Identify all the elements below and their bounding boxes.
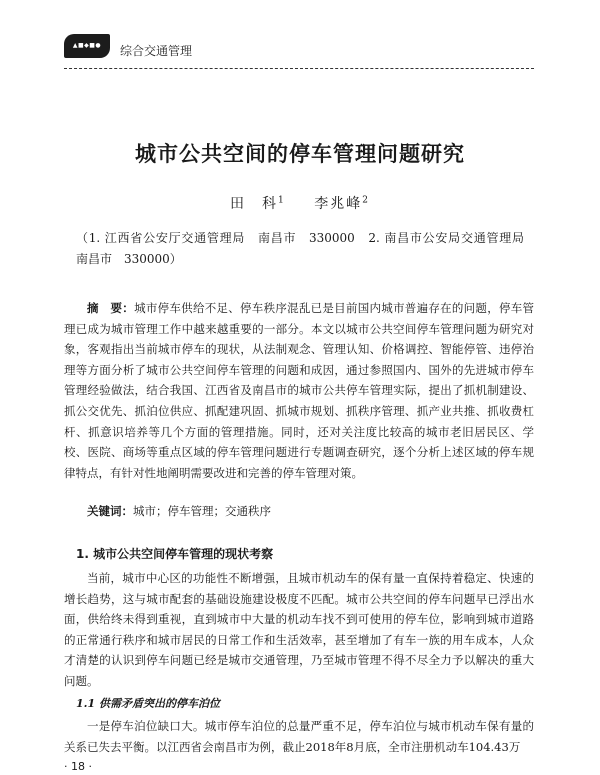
author-line <box>0 193 600 213</box>
journal-logo: ▲■◆■● <box>64 34 110 58</box>
section-1-paragraph: 当前，城市中心区的功能性不断增强，且城市机动车的保有量一直保持着稳定、快速的增长趋势，这与城市配套的基础设施建设极度不匹配。城市公共空间的停车问题早已浮出水面，供给终未得到重视，直到城市中大量的机动车找不到可使用的停车位，影响到城市道路的正常通行秩序和城市居民的日常工作和生活效率，甚至增加了有车一族的用车成本，人众才清楚的认识到停车问题已经是城市交通管理，乃至城市管理不得不尽全力予以解决的重大问题。 <box>64 571 534 688</box>
author-2-affil-mark: 2 <box>362 195 370 206</box>
section-1-1-paragraph: 一是停车泊位缺口大。城市停车泊位的总量严重不足，停车泊位与城市机动车保有量的关系已失去平衡。以江西省会南昌市为例，截止2018年8月底，全市注册机动车104.43万 <box>64 719 534 754</box>
section-name: 综合交通管理 <box>120 44 193 58</box>
keywords-text: 城市；停车管理；交通秩序 <box>133 504 271 518</box>
author-2-name: 李兆峰 <box>314 196 363 212</box>
author-2 <box>314 196 370 212</box>
affiliations: （1. 江西省公安厅交通管理局 南昌市 330000 2. 南昌市公安局交通管理局 南昌市 330000） <box>76 231 537 266</box>
section-1-1-heading: 1.1 供需矛盾突出的停车泊位 <box>76 697 220 710</box>
section-1-heading: 1. 城市公共空间停车管理的现状考察 <box>76 547 274 561</box>
page-number: · 18 · <box>64 760 92 773</box>
abstract-label: 摘 要： <box>87 301 135 315</box>
abstract <box>64 298 534 483</box>
author-1-name: 田 科 <box>230 196 279 212</box>
author-1-affil-mark: 1 <box>278 195 286 206</box>
header-divider <box>64 68 534 69</box>
paper-title: 城市公共空间的停车管理问题研究 <box>135 142 465 166</box>
keywords <box>64 501 534 521</box>
abstract-text: 城市停车供给不足、停车秩序混乱已是目前国内城市普遍存在的问题，停车管理已成为城市管理工作中越来越重要的一部分。本文以城市公共空间停车管理问题为研究对象，客观指出当前城市停车的现状，从法制观念、管理认知、价格调控、智能停管、违停治理等方面分析了城市公共空间停车管理的问题和成因，通过参照国内、国外的先进城市停车管理经验做法，结合我国、江西省及南昌市的城市公共停车管理实际，提出了抓机制建设、抓公交优先、抓泊位供应、抓配建巩固、抓城市规划、抓秩序管理、抓产业共推、抓收费杠杆、抓意识培养等几个方面的管理措施。同时，还对关注度比较高的城市老旧居民区、学校、医院、商场等重点区域的停车管理问题进行专题调查研究，逐个分析上述区域的停车规律特点，有针对性地阐明需要改进和完善的停车管理对策。 <box>64 301 535 480</box>
author-1 <box>230 196 286 212</box>
keywords-label: 关键词： <box>87 504 133 518</box>
